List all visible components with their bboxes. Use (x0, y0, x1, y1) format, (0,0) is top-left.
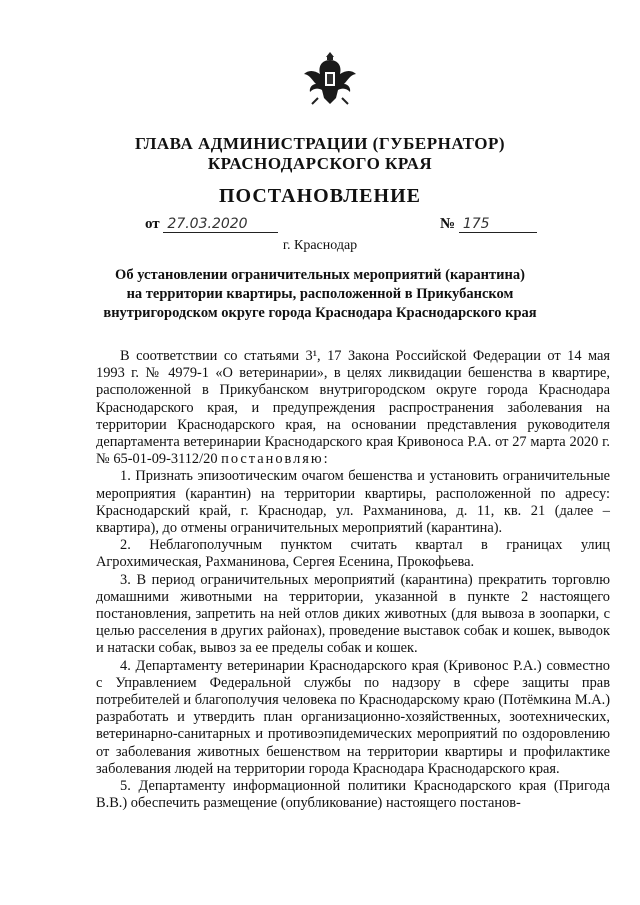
document-body (96, 348, 610, 812)
item-2-paragraph: 2. Неблагополучным пунктом считать квартал в границах улиц Агрохимическая, Рахманинова, Сергея Есенина, Прокофьева. (96, 537, 610, 571)
item-5-paragraph: 5. Департаменту информационной политики Краснодарского края (Пригода В.В.) обеспечить размещение (опубликование) настоящего постанов- (96, 778, 610, 812)
item-3-paragraph: 3. В период ограничительных мероприятий (карантина) прекратить торговлю домашними животными на территории, указанной в пункте 2 настоящего постановления, запретить на ней отлов диких животных (для вывоза в зоопарки, с целью расселения в других районах), проведение выставок собак и кошек, выводок и натаски собак, вывоз за ее пределы собак и кошек. (96, 571, 610, 657)
authority-line-2: КРАСНОДАРСКОГО КРАЯ (207, 154, 433, 173)
item-1-paragraph: 1. Признать эпизоотическим очагом бешенства и установить ограничительные мероприятия (карантин) на территории квартиры, расположенной по адресу: Краснодарский край, г. Краснодар, ул. Рахманинова, д. 11, кв. 21 (далее – квартира), до отмены ограничительных мероприятий (карантина). (96, 468, 610, 537)
item-4-paragraph: 4. Департаменту ветеринарии Краснодарского края (Кривонос Р.А.) совместно с Управлением Федеральной службы по надзору в сфере защиты прав потребителей и благополучия человека по Краснодарскому краю (Потёмкина М.А.) разработать и утвердить план организационно-хозяйственных, зоотехнических, ветеринарно-санитарных и противоэпидемических мероприятий по оздоровлению от заболевания животных бешенством на территории квартиры и профилактике заболевания людей на территории города Краснодара Краснодарского края. (96, 657, 610, 777)
number-label: № (440, 216, 456, 232)
preamble-paragraph (96, 348, 610, 468)
number-value: 175 (459, 216, 537, 233)
date-label: от (145, 216, 160, 232)
city-line: г. Краснодар (282, 238, 358, 253)
number-field (440, 216, 537, 233)
title-line-3: внутригородском округе города Краснодара Краснодарского края (103, 305, 537, 321)
title-line-2: на территории квартиры, расположенной в Прикубанском (126, 286, 514, 302)
coat-of-arms-emblem (300, 48, 360, 108)
preamble-text: В соответствии со статьями 3¹, 17 Закона Российской Федерации от 14 мая 1993 г. № 4979-1 «О ветеринарии», в целях ликвидации бешенства в квартире, расположенной в Прикубанском внутригородском округе города Краснодара Краснодарского края, и предупреждения распространения заболевания на территории Краснодарского края, на основании представления руководителя департамента ветеринарии Краснодарского края Кривоноса Р.А. от 27 марта 2020 г. № 65-01-09-3112/20 (96, 348, 610, 468)
date-value: 27.03.2020 (163, 216, 278, 233)
document-type-heading: ПОСТАНОВЛЕНИЕ (219, 185, 421, 207)
date-field (145, 216, 278, 233)
title-line-1: Об установлении ограничительных мероприятий (карантина) (115, 267, 525, 283)
decree-word: постановляю: (221, 451, 330, 468)
authority-line-1: ГЛАВА АДМИНИСТРАЦИИ (ГУБЕРНАТОР) (134, 134, 505, 153)
document-title (100, 266, 540, 323)
double-headed-eagle-icon (300, 48, 360, 108)
